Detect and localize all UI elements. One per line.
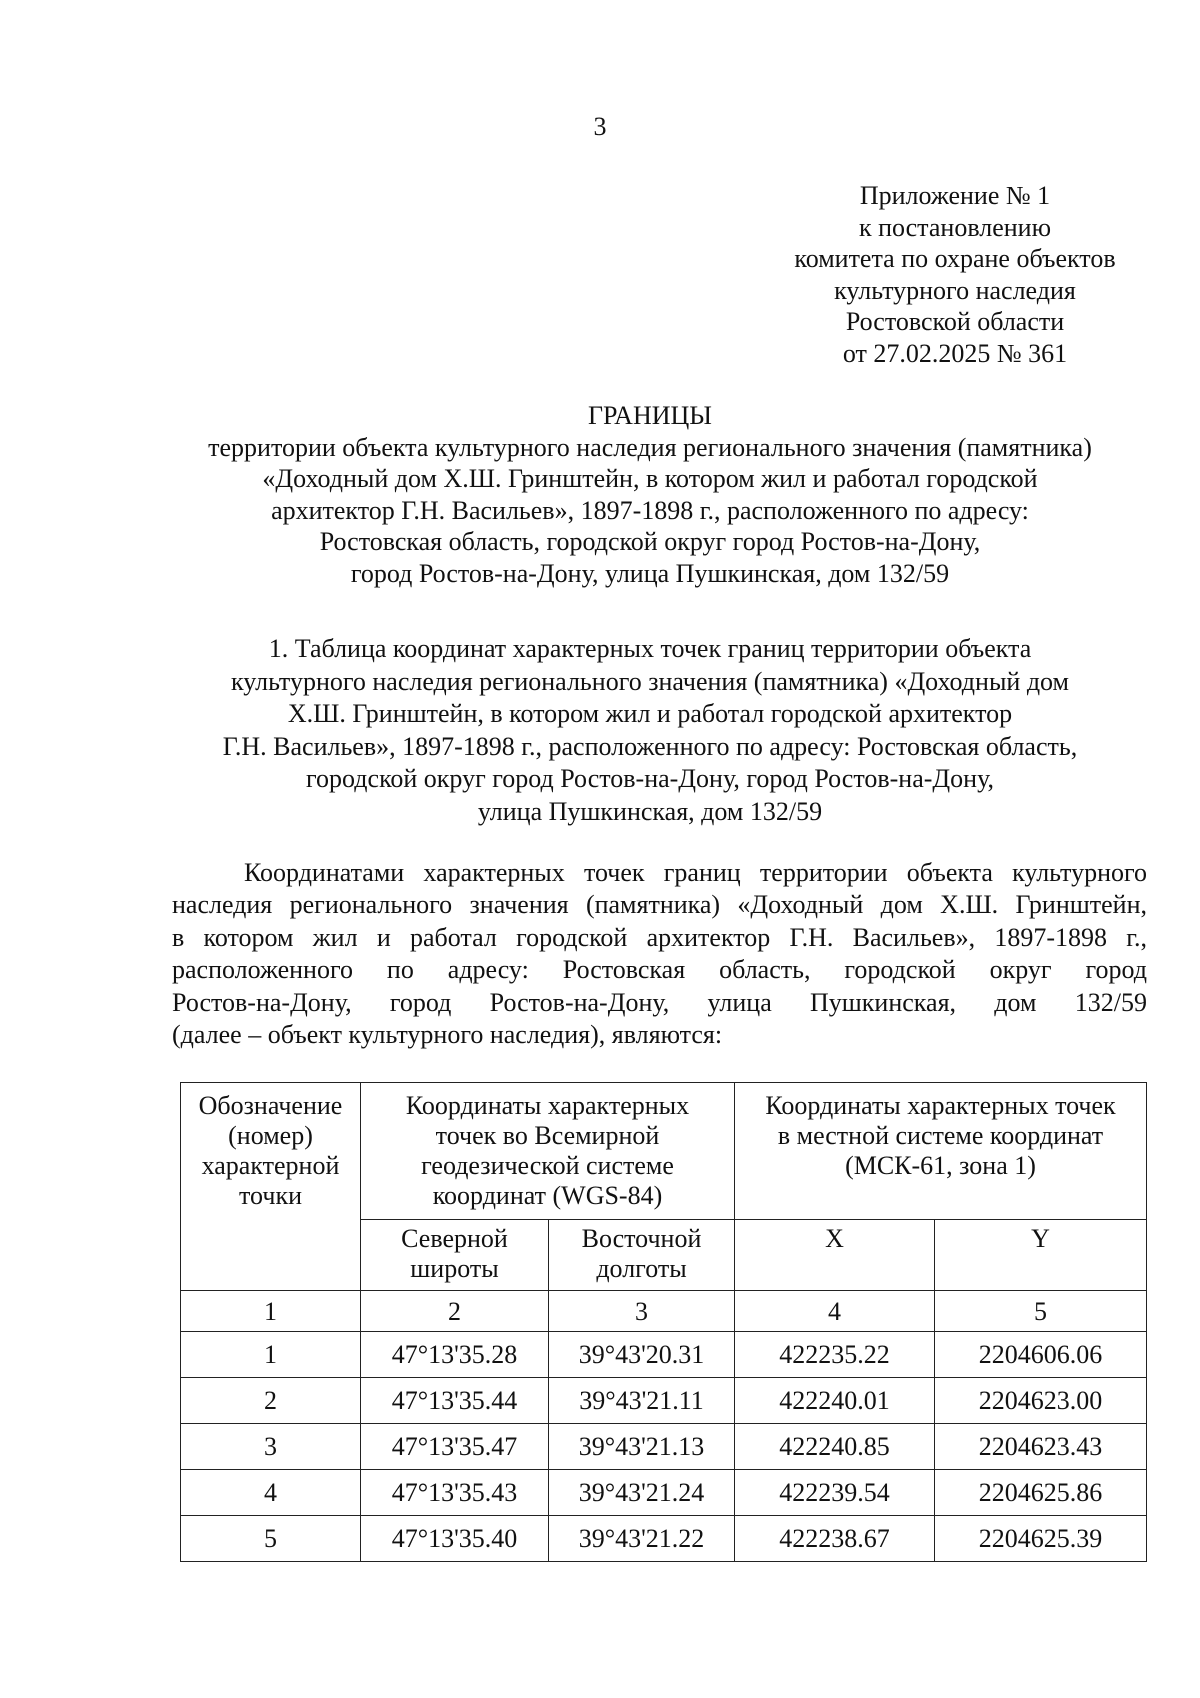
appendix-line: от 27.02.2025 № 361 [842, 338, 1068, 368]
x-header: X [735, 1220, 935, 1291]
section-heading [100, 633, 1200, 828]
table-cell: 422240.85 [735, 1424, 935, 1470]
table-cell: 2204625.86 [935, 1470, 1147, 1516]
table-cell: 2204606.06 [935, 1332, 1147, 1378]
table-cell: 1 [181, 1332, 361, 1378]
y-header: Y [935, 1220, 1147, 1291]
title-line: Ростовская область, городской округ город Ростов-на-Дону, [319, 527, 981, 556]
page-number: 3 [593, 112, 607, 141]
msk61-header [735, 1083, 1147, 1220]
table-cell: 2 [181, 1378, 361, 1424]
section-line: Г.Н. Васильев», 1897-1898 г., расположенного по адресу: Ростовская область, [222, 731, 1078, 761]
intro-line: наследия регионального значения (памятника) «Доходный дом Х.Ш. Гринштейн, [172, 890, 1147, 920]
header-text: Координаты характерных [405, 1091, 690, 1120]
document-title [100, 400, 1200, 589]
appendix-line: культурного наследия [834, 275, 1076, 305]
table-cell: 422239.54 [735, 1470, 935, 1516]
table-cell: 4 [181, 1470, 361, 1516]
north-latitude-header [361, 1220, 549, 1291]
wgs84-header [361, 1083, 735, 1220]
table-cell: 422238.67 [735, 1516, 935, 1562]
header-text: Восточной [581, 1224, 702, 1253]
table-row [181, 1378, 1147, 1424]
appendix-line: Ростовской области [845, 307, 1065, 336]
column-number: 5 [935, 1291, 1147, 1332]
header-text: Координаты характерных точек [765, 1091, 1116, 1120]
table-cell: 422240.01 [735, 1378, 935, 1424]
table-cell: 5 [181, 1516, 361, 1562]
intro-line: Ростов-на-Дону, город Ростов-на-Дону, улица Пушкинская, дом 132/59 [172, 987, 1147, 1017]
header-text: характерной [201, 1151, 340, 1180]
table-cell: 47°13'35.28 [361, 1332, 549, 1378]
section-line: городской округ город Ростов-на-Дону, город Ростов-на-Дону, [306, 764, 994, 793]
table-cell: 39°43'21.11 [549, 1378, 735, 1424]
table-cell: 2204623.43 [935, 1424, 1147, 1470]
header-text: широты [410, 1254, 499, 1283]
table-row [181, 1424, 1147, 1470]
table-cell: 39°43'21.22 [549, 1516, 735, 1562]
table-cell: 47°13'35.40 [361, 1516, 549, 1562]
table-cell: 2204623.00 [935, 1378, 1147, 1424]
column-number: 1 [181, 1291, 361, 1332]
header-text: (номер) [228, 1121, 313, 1150]
appendix-block [735, 180, 1175, 369]
appendix-line: к постановлению [858, 212, 1052, 242]
header-text: точек во Всемирной [435, 1121, 660, 1150]
east-longitude-header [549, 1220, 735, 1291]
table-header-row [181, 1083, 1147, 1220]
header-text: в местной системе координат [777, 1121, 1104, 1150]
header-text: координат (WGS-84) [432, 1181, 663, 1210]
title-line: территории объекта культурного наследия регионального значения (памятника) [208, 432, 1092, 462]
title-line: «Доходный дом Х.Ш. Гринштейн, в котором жил и работал городской [262, 464, 1038, 493]
point-designation-header [181, 1083, 361, 1291]
column-number: 4 [735, 1291, 935, 1332]
header-text: Обозначение [198, 1091, 343, 1120]
section-line: 1. Таблица координат характерных точек границ территории объекта [268, 634, 1032, 663]
title-line: архитектор Г.Н. Васильев», 1897-1898 г., расположенного по адресу: [271, 495, 1029, 525]
table-cell: 3 [181, 1424, 361, 1470]
intro-line: (далее – объект культурного наследия), являются: [172, 1020, 723, 1050]
table-cell: 422235.22 [735, 1332, 935, 1378]
column-number-row [181, 1291, 1147, 1332]
table-cell: 47°13'35.43 [361, 1470, 549, 1516]
header-text: Северной [401, 1224, 508, 1253]
section-line: культурного наследия регионального значения (памятника) «Доходный дом [230, 666, 1070, 696]
table-cell: 47°13'35.44 [361, 1378, 549, 1424]
column-number: 2 [361, 1291, 549, 1332]
title-line: город Ростов-на-Дону, улица Пушкинская, дом 132/59 [350, 558, 950, 588]
intro-line: расположенного по адресу: Ростовская область, городской округ город [172, 955, 1147, 985]
appendix-line: комитета по охране объектов [794, 244, 1116, 273]
table-cell: 39°43'21.24 [549, 1470, 735, 1516]
table-row [181, 1470, 1147, 1516]
intro-paragraph [172, 857, 1147, 1051]
header-text: (МСК-61, зона 1) [845, 1151, 1036, 1180]
table-cell: 39°43'20.31 [549, 1332, 735, 1378]
table-cell: 47°13'35.47 [361, 1424, 549, 1470]
section-line: улица Пушкинская, дом 132/59 [477, 796, 823, 826]
table-row [181, 1332, 1147, 1378]
table-row [181, 1516, 1147, 1562]
column-number: 3 [549, 1291, 735, 1332]
title-heading: ГРАНИЦЫ [588, 401, 712, 430]
table-cell: 39°43'21.13 [549, 1424, 735, 1470]
table-cell: 2204625.39 [935, 1516, 1147, 1562]
coordinates-table [180, 1082, 1147, 1562]
section-line: Х.Ш. Гринштейн, в котором жил и работал городской архитектор [287, 699, 1013, 728]
intro-line: в котором жил и работал городской архитектор Г.Н. Васильев», 1897-1898 г., [172, 922, 1147, 952]
header-text: геодезической системе [421, 1151, 674, 1180]
intro-line: Координатами характерных точек границ территории объекта культурного [244, 858, 1147, 887]
appendix-line: Приложение № 1 [859, 181, 1051, 210]
header-text: долготы [596, 1254, 687, 1283]
header-text: точки [239, 1181, 302, 1210]
